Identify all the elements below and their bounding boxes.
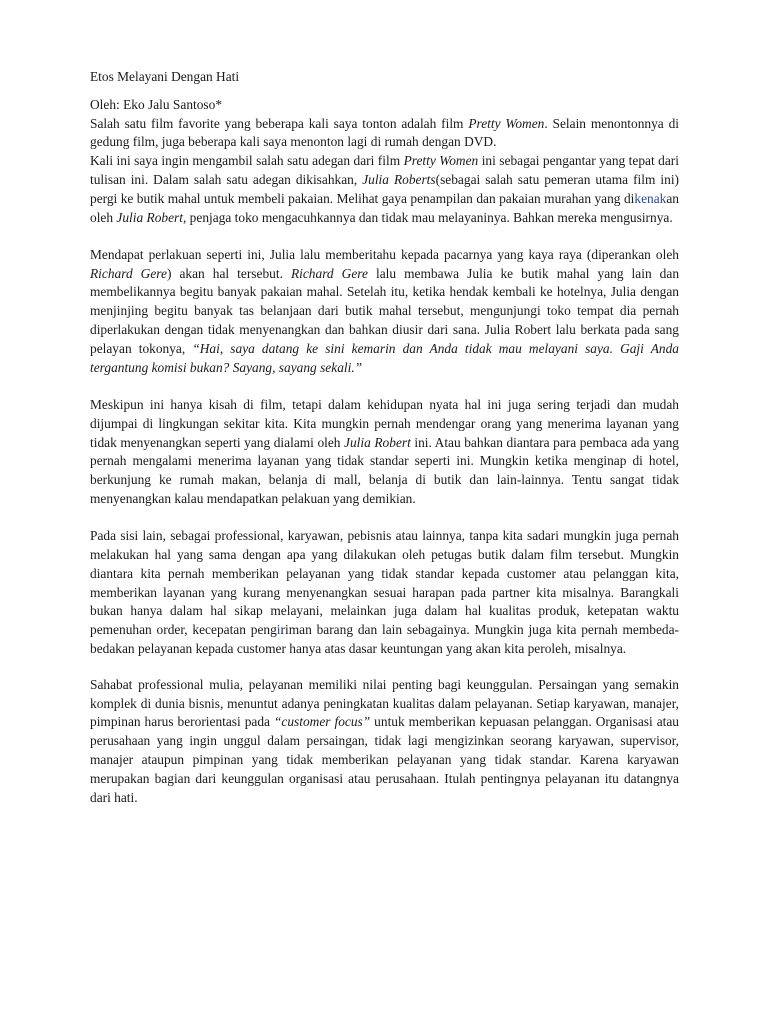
paragraph-4: [90, 396, 679, 509]
film-title: Pretty Women: [468, 115, 545, 131]
text-run: riman barang dan lain sebagainya. Mungkin juga kita pernah membeda-bedakan pelayanan kepada customer hanya atas dasar keuntungan yang akan kita peroleh, misalnya.: [90, 622, 679, 657]
text-run: Salah satu film favorite yang beberapa kali saya tonton adalah film: [90, 115, 469, 131]
text-run: (sebagai salah satu pemeran utama film ini) pergi ke butik mahal untuk membeli pakaian. Melihat gaya penampilan dan pakaian murahan yang di: [90, 171, 679, 206]
text-run: ini sebagai pengantar yang tepat dari tulisan ini. Dalam salah satu adegan dikisahkan,: [90, 153, 679, 187]
actor-name: Julia Robert: [344, 434, 411, 450]
highlighted-text: i: [276, 622, 281, 638]
paragraph-6: [90, 676, 679, 808]
text-run: Mendapat perlakuan seperti ini, Julia lalu memberitahu kepada pacarnya yang kaya raya (diperankan oleh: [90, 246, 679, 262]
paragraph-3: [90, 246, 679, 378]
text-run: ini. Atau bahkan diantara para pembaca ada yang pernah mengalami menerima layanan yang tidak standar seperti ini. Mungkin ketika menginap di hotel, berkunjung ke rumah makan, belanja di mall, belanja di butik dan lain-lainnya. Tentu sangat tidak menyenangkan kalau mendapatkan pelakuan yang demikian.: [90, 434, 679, 506]
text-run: an oleh: [90, 190, 679, 225]
emphasized-term: “customer focus”: [273, 714, 371, 730]
text-run: untuk memberikan kepuasan pelanggan. Organisasi atau perusahaan yang ingin unggul dalam persaingan, tidak lagi mengizinkan seorang karyawan, supervisor, manajer ataupun pimpinan yang tidak memberikan pelayanan yang tidak standar. Karena karyawan merupakan bagian dari keunggulan organisasi atau perusahaan. Itulah pentingnya pelayanan itu datangnya dari hati.: [90, 714, 679, 805]
text-run: Kali ini saya ingin mengambil salah satu adegan dari film: [90, 153, 404, 169]
film-title: Pretty Women: [403, 153, 479, 169]
paragraph-1: [90, 115, 679, 153]
document-title: Etos Melayani Dengan Hati: [90, 69, 240, 84]
actor-name: Julia Roberts: [362, 171, 436, 187]
actor-name: Julia Robert: [116, 209, 183, 225]
paragraph-2: [90, 152, 679, 227]
text-run: Meskipun ini hanya kisah di film, tetapi dalam kehidupan nyata hal ini juga sering terjadi dan mudah dijumpai di lingkungan sekitar kita. Kita mungkin pernah mendengar orang yang menerima layanan yang tidak menyenangkan seperti yang dialami oleh: [90, 396, 679, 450]
paragraph-5: [90, 527, 679, 659]
author-line: Oleh: Eko Jalu Santoso*: [90, 96, 223, 112]
actor-name: Richard Gere: [290, 265, 368, 281]
text-run: , penjaga toko mengacuhkannya dan tidak mau melayaninya. Bahkan mereka mengusirnya.: [182, 209, 673, 225]
text-run: lalu membawa Julia ke butik mahal yang lain dan membelikannya begitu banyak pakaian mahal. Setelah itu, ketika hendak kembali ke hotelnya, Julia dengan menjinjing begitu banyak tas belanjaan dari butik mahal tersebut, mengunjungi toko tempat dia pernah diperlakukan dengan tidak menyenangkan dan bahkan diusir dari sana. Julia Robert lalu berkata pada sang pelayan tokonya,: [90, 265, 680, 356]
quoted-dialogue: “Hai, saya datang ke sini kemarin dan Anda tidak mau melayani saya. Gaji Anda tergantung komisi bukan? Sayang, sayang sekali.”: [90, 340, 679, 375]
highlighted-text: kenak: [634, 190, 667, 206]
actor-name: Richard Gere: [90, 265, 167, 281]
text-run: . Selain menontonnya di gedung film, juga beberapa kali saya menonton lagi di rumah dengan DVD.: [90, 115, 680, 150]
text-run: Sahabat professional mulia, pelayanan memiliki nilai penting bagi keunggulan. Persaingan yang semakin komplek di dunia bisnis, menuntut adanya peningkatan kualitas dalam pelayanan. Setiap karyawan, manajer, pimpinan harus berorientasi pada: [90, 676, 679, 730]
text-run: ) akan hal tersebut.: [166, 265, 291, 281]
text-run: Pada sisi lain, sebagai professional, karyawan, pebisnis atau lainnya, tanpa kita sadari mungkin juga pernah melakukan hal yang sama dengan apa yang dilakukan oleh petugas butik dalam film tersebut. Mungkin diantara kita pernah memberikan pelayanan yang tidak standar kepada customer atau pelanggan kita, memberikan layanan yang kurang menyenangkan sesuai harapan pada partner kita misalnya. Barangkali bukan hanya dalam hal sikap melayani, melainkan juga dalam hal kualitas produk, ketepatan waktu pemenuhan order, kecepatan peng: [90, 528, 679, 638]
document-page: [90, 68, 679, 807]
